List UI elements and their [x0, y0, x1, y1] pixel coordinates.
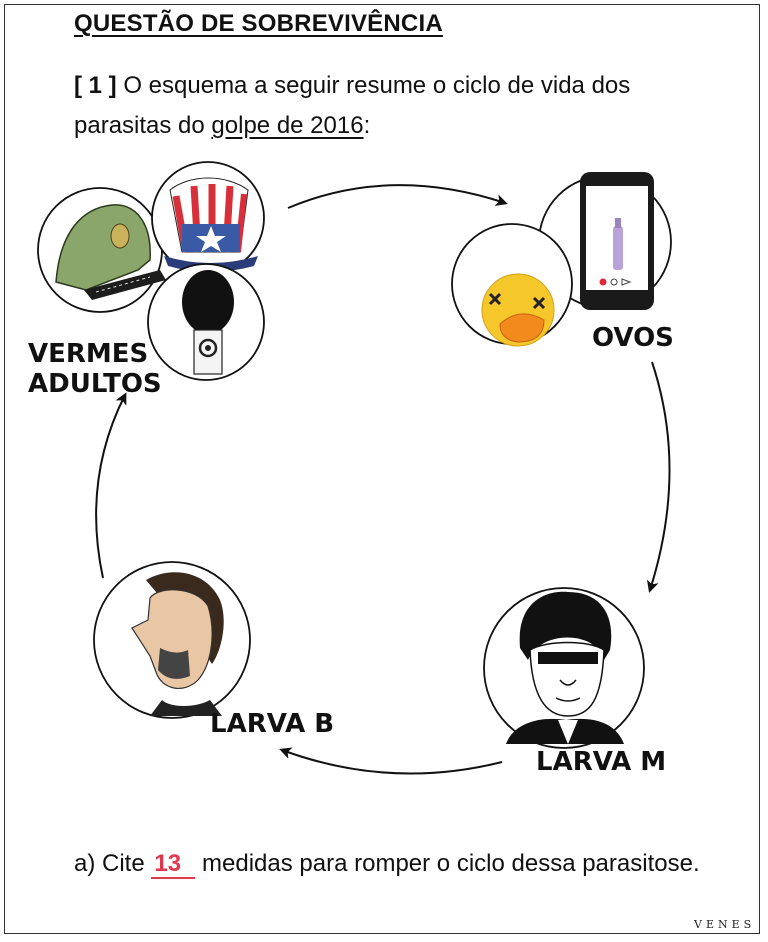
- artist-signature: VENES: [694, 918, 756, 931]
- answer-prefix: a) Cite: [74, 850, 152, 877]
- answer-suffix: medidas para romper o ciclo dessa parasitose.: [195, 850, 700, 877]
- page-title: QUESTÃO DE SOBREVIVÊNCIA: [74, 10, 443, 37]
- military-cap-icon: [38, 188, 166, 312]
- uncle-sam-hat-icon: [152, 162, 264, 274]
- arrow-larva-m-to-larva-b: [282, 750, 502, 774]
- larva-m-label: LARVA M: [536, 747, 667, 777]
- arrow-adults-to-eggs: [288, 185, 505, 208]
- measures-count: 13: [151, 851, 195, 879]
- adults-label-line2: ADULTOS: [28, 369, 162, 399]
- larva-b-label: LARVA B: [210, 709, 335, 739]
- question-text-after: :: [363, 112, 371, 139]
- microphone-icon: [148, 264, 264, 380]
- question-underlined: golpe de 2016: [211, 112, 364, 139]
- arrow-larva-b-to-adults: [96, 395, 125, 578]
- adults-label-line1: VERMES: [28, 339, 149, 369]
- eggs-label: OVOS: [592, 323, 674, 353]
- larva-b-portrait: [94, 562, 250, 718]
- arrow-eggs-to-larva-m: [650, 362, 670, 590]
- question-text-before: O esquema a seguir resume o ciclo de vida dos parasitas do: [74, 72, 631, 139]
- duck-emoji-icon: [452, 224, 572, 346]
- question-number: [ 1 ]: [74, 72, 117, 99]
- larva-m-portrait: [484, 588, 644, 748]
- answer-prompt: [74, 844, 724, 884]
